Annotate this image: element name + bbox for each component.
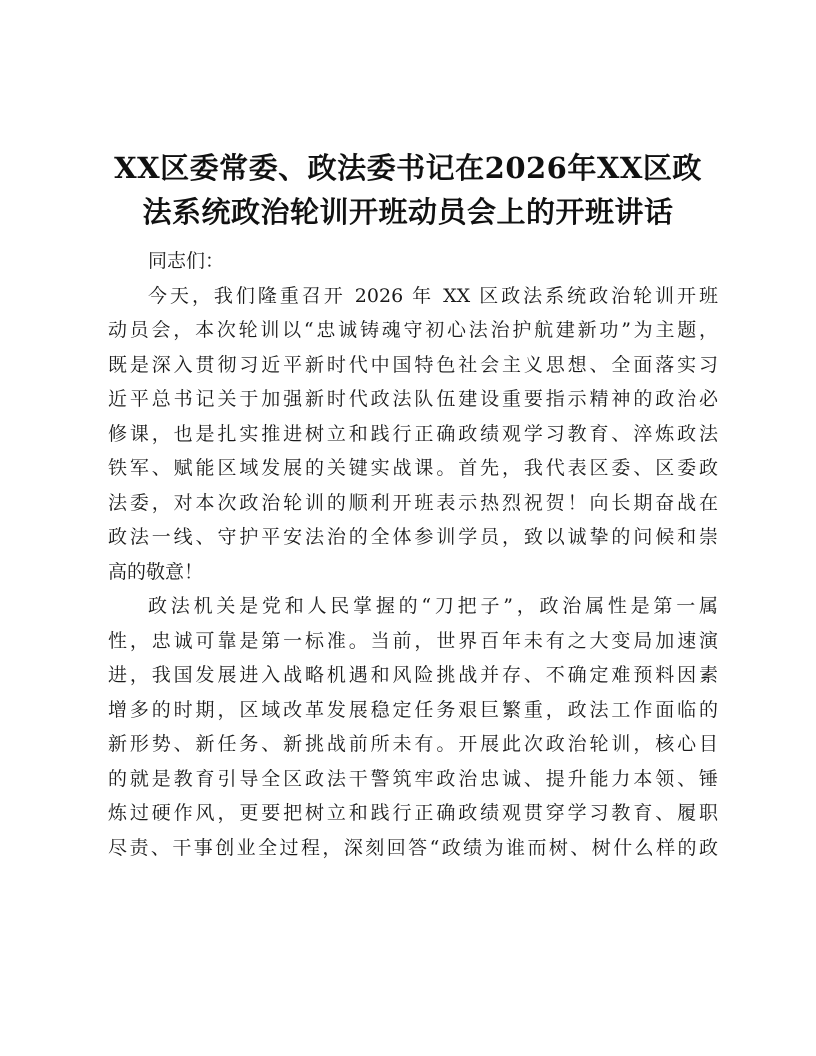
paragraph-line: 新形势、新任务、新挑战前所未有。开展此次政治轮训，核心目 [108,733,718,755]
paragraph-line: 法委，对本次政治轮训的顺利开班表示热烈祝贺！向长期奋战在 [108,491,718,514]
paragraph-line: 修课，也是扎实推进树立和践行正确政绩观学习教育、淬炼政法 [108,422,718,445]
paragraph-line: 政法一线、守护平安法治的全体参训学员，致以诚挚的问候和崇 [108,526,718,548]
paragraph-2 [108,589,718,865]
salutation: 同志们： [148,250,225,272]
paragraph-line: 今天，我们隆重召开 2026 年 XX 区政法系统政治轮训开班 [148,284,718,307]
document-body [108,244,718,865]
document-title [100,146,716,234]
paragraph-line: 炼过硬作风，更要把树立和践行正确政绩观贯穿学习教育、履职 [108,802,718,824]
paragraph-1 [108,279,718,590]
paragraph-line: 政法机关是党和人民掌握的“刀把子”，政治属性是第一属 [148,595,718,617]
paragraph-line: 的就是教育引导全区政法干警筑牢政治忠诚、提升能力本领、锤 [108,767,718,790]
paragraph-line: 铁军、赋能区域发展的关键实战课。首先，我代表区委、区委政 [108,457,718,479]
paragraph-line: 增多的时期，区域改革发展稳定任务艰巨繁重，政法工作面临的 [108,698,718,721]
title-line: 法系统政治轮训开班动员会上的开班讲话 [142,195,674,229]
paragraph-line: 既是深入贯彻习近平新时代中国特色社会主义思想、全面落实习 [108,353,718,376]
paragraph-line: 尽责、干事创业全过程，深刻回答“政绩为谁而树、树什么样的政 [108,836,718,859]
paragraph-line: 性，忠诚可靠是第一标准。当前，世界百年未有之大变局加速演 [108,629,718,652]
paragraph-line: 高的敬意！ [108,560,204,583]
paragraph-line: 近平总书记关于加强新时代政法队伍建设重要指示精神的政治必 [108,388,718,410]
paragraph-line: 动员会，本次轮训以“忠诚铸魂守初心法治护航建新功”为主题， [108,319,718,341]
paragraph-line: 进，我国发展进入战略机遇和风险挑战并存、不确定难预料因素 [108,664,718,686]
title-line: XX区委常委、政法委书记在2026年XX区政 [114,151,702,185]
